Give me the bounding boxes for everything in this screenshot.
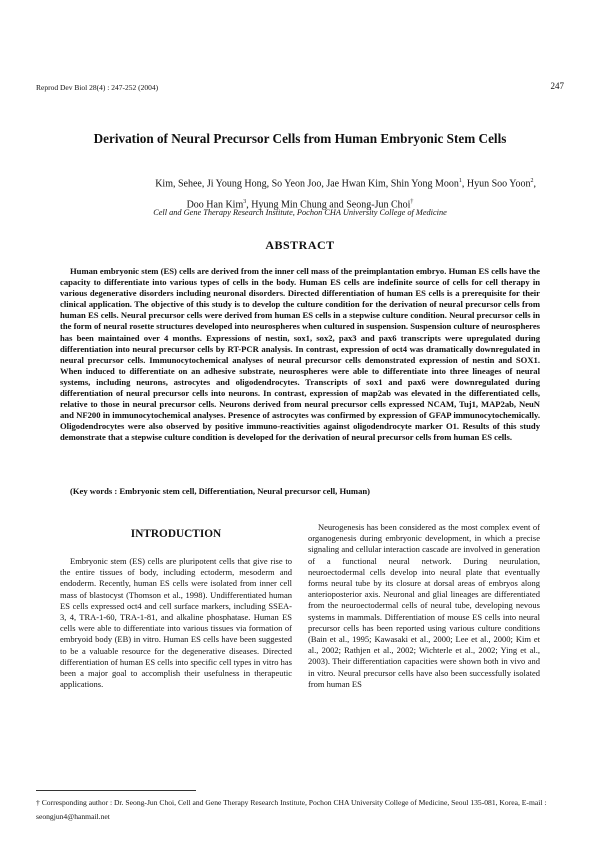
journal-citation: Reprod Dev Biol 28(4) : 247-252 (2004) — [36, 83, 159, 92]
footnote-divider — [36, 790, 196, 791]
author-line-2: Doo Han Kim$^3$, Hyung Min Chung and Seong-Jun Choi† — [186, 199, 414, 211]
corresponding-author-footnote: † Corresponding author : Dr. Seong-Jun Choi, Cell and Gene Therapy Research Institute, Pochon CHA University College of Medicine, Seoul 135-081, Korea, E-mail : seongjun4@hanmail.net — [36, 798, 547, 821]
left-column-text: Embryonic stem (ES) cells are pluripotent cells that give rise to the entire tissues of body, including ectoderm, mesoderm and endoderm. Recently, human ES cells were isolated from inner cell mass of blastocyst (Thomson et al., 1998). Undifferentiated human ES cells expressed oct4 and cell surface markers, including SSEA-3, 4, TRA-1-60, TRA-1-81, and alkaline phosphatase. Human ES cells were able to differentiate into various tissues via formation of embryoid body (EB) in vitro. Human ES cells have been suggested to be a valuable resource for the degenerative diseases. Directed differentiation of human ES cells into specific cell types in vitro has been a major goal to accomplish their usefulness in therapeutic applications. — [60, 556, 292, 690]
page-number: 247 — [550, 81, 564, 91]
keywords: (Key words : Embryonic stem cell, Differentiation, Neural precursor cell, Human) — [70, 486, 371, 496]
right-column-text: Neurogenesis has been considered as the most complex event of organogenesis during embryonic development, in which a precise signaling and cellular interaction cascade are involved in generation of a functional neural network. During neurulation, neuroectodermal cells develop into neural plate that eventually forms neural tube by its closure at dorsal areas of embryos along anterioposterior axis. Neuronal and glial lineages are differentiated from the neuroectodermal cells of neural tube, developing nevous systems in mammals. Differentiation of mouse ES cells into neural precursor cells has been reported using various culture conditions (Bain et al., 1995; Kawasaki et al., 2000; Lee et al., 2000; Kim et al., 2002; Rathjen et al., 2002; Wichterle et al., 2002; Ying et al., 2003). Their differentiation capacities were shown both in vivo and in vitro. Neural precursor cells have also been successfully isolated from human ES — [308, 522, 540, 689]
running-header — [36, 83, 564, 92]
abstract-heading: ABSTRACT — [265, 238, 335, 252]
author-line-1: Kim, Sehee, Ji Young Hong, So Yeon Joo, Jae Hwan Kim, Shin Yong Moon$^1$, Hyun Soo Yoon$^2$, — [155, 178, 536, 190]
affiliation: Cell and Gene Therapy Research Institute, Pochon CHA University College of Medicine — [153, 208, 447, 217]
introduction-heading: INTRODUCTION — [130, 528, 222, 540]
article-title: Derivation of Neural Precursor Cells from Human Embryonic Stem Cells — [93, 131, 507, 146]
abstract-text: Human embryonic stem (ES) cells are derived from the inner cell mass of the preimplantation embryo. Human ES cells have the capacity to differentiate into various types of cells in the body. Human ES cells are indefinite source of cells for cell therapy in various degenerative disorders including neuronal disorders. Directed differentiation of human ES cells is a prerequisite for their clinical application. The objective of this study is to develop the culture condition for the derivation of neural precursor cells from human ES cells. Neural precursor cells were derived from human ES cells in a stepwise culture condition. Neural precursor cells in the form of neural rosette structures developed into neurospheres when cultured in suspension. Suspension culture of neurospheres has been maintained over 4 months. Expressions of nestin, sox1, sox2, pax3 and pax6 transcripts were upregulated during differentiation into neural precursor cells by RT-PCR analysis. In contrast, expression of oct4 was dramatically downregulated in neural precursor cells. Immunocytochemical analyses of neural precursor cells demonstrated expression of nestin and SOX1. When induced to differentiate on an adhesive substrate, neurospheres were able to differentiate into three lineages of neural systems, including neurons, astrocytes and oligodendrocytes. Transcripts of sox1 and pax6 were downregulated during differentiation of neural precursor cells into neurons. In contrast, expression of map2ab was elevated in the differentiated cells, relative to those in neural precursor cells. Neurons derived from neural precursor cells expressed NCAM, Tuj1, MAP2ab, NeuN and NF200 in immunocytochemical analyses. Presence of astrocytes was confirmed by expression of GFAP immunocytochemically. Oligodendrocytes were also observed by positive immuno-reactivities against oligodendrocyte marker O1. Results of this study demonstrate that a stepwise culture condition is developed for the derivation of neural precursor cells from human ES cells. — [60, 266, 540, 443]
